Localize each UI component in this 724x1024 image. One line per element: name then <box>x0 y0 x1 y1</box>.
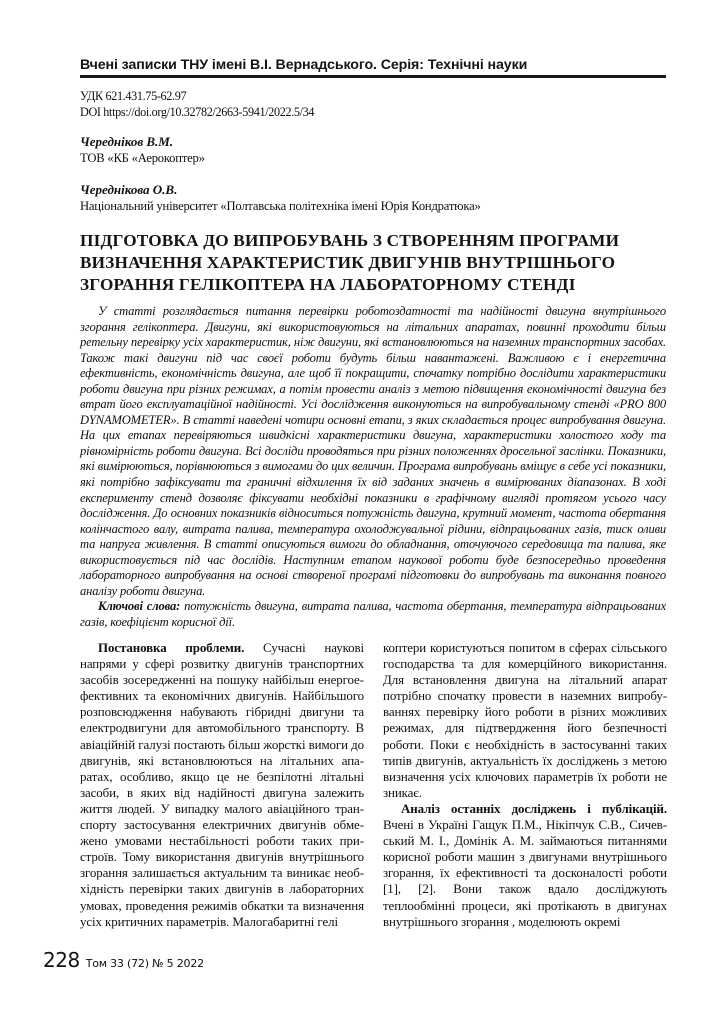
paragraph-text: Вчені в Україні Гащук П.М., Нікіпчук С.В., Сичевський М. І., Домінік А. М. займаються питаннями корисної роботи машин з двигунами внутрішнього згорання, їх ефективності та досконалості роботи [1], [2]. Вони також вдало досліджують теплообмінні процеси, які протікають в двигунах внутрішнього згорання , моделюють окремі <box>383 817 667 929</box>
doi-link[interactable]: DOI https://doi.org/10.32782/2663-5941/2022.5/34 <box>80 105 315 119</box>
journal-running-header: Вчені записки ТНУ імені В.І. Вернадського. Серія: Технічні науки <box>80 57 528 73</box>
title-line: ПІДГОТОВКА ДО ВИПРОБУВАНЬ З СТВОРЕННЯМ ПРОГРАМИ <box>80 231 620 250</box>
abstract-text: У статті розглядається питання перевірки роботоздатності та надійності двигуна внутрішнього згорання гелікоптера. Двигуни, які використовуються на літальних апаратах, повинні проходити більш ретельну перевірку усіх характеристик, ніж двигуни, які встановлюються на наземних транспортних засобах. Також такі двигуни під час своєї роботи будуть більш навантажені. Важливою є і енергетична ефективність, економічність двигуна, але щоб її покращити, спочатку потрібно дослідити характеристики роботи двигуна при різних режимах, а потім провести аналіз з метою підвищення економічності двигуна без втрат його експлуатаційної надійності. Усі дослідження виконуються на випробувальному стенді «PRO 800 DYNAMOMETER». В статті наведені чотири основні етапи, з яких складається процес випробування двигуна. На цих етапах перевіряються швидкісні характеристики двигуна, характеристики холостого ходу та рівномірність роботи двигуна. Всі досліди проводяться при різних положеннях дросельної заслінки. Показники, які вимірюються, порівнюються з вимогами до цих величин. Програма випробувань вміщує в себе усі показники, які потрібно зафіксувати та граничні відхилення їх від заданих значень в вимірюваних діапазонах. В ході експерименту стенд дозволяє фіксувати необхідні показники в графічному вигляді протягом усього часу дослідження. До основних показників відноситься потужність двигуна, крутний момент, частота обертання колінчастого валу, витрата палива, температура охолоджувальної рідини, відпрацьованих газів, тиск оливи та напруга живлення. В статті описуються вимоги до обладнання, оточуючого середовища та палива, яке використовується під час дослідів. Наступним етапом наукової роботи буде безпосередньо проведення лабораторного випробування на основі створеної програмі підготовки до випробувань та виконання повного аналізу роботи двигуна. <box>80 304 666 598</box>
title-line: ВИЗНАЧЕННЯ ХАРАКТЕРИСТИК ДВИГУНІВ ВНУТРІШНЬОГО <box>80 253 616 272</box>
article-title <box>80 230 670 296</box>
author-block <box>80 182 481 214</box>
keywords-text: потужність двигуна, витрата палива, частота обертання, температура відпрацьованих газів, коефіцієнт корисної дії. <box>80 599 666 629</box>
article-meta <box>80 88 314 120</box>
paragraph: коптери користуються попитом в сферах сільського господарства та для комерційного використання. Для встановлення двигуна на літальний апарат потрібно спочатку провести в наземних випробуваннях перевірку його роботи в різних можливих режимах, для підтвердження його безпечності роботи. Поки є необхідність в застосуванні таких типів двигунів, актуальність їх досліджень з метою визначення усіх ключових параметрів їх роботи не зникає. <box>383 640 667 800</box>
issue-info: Том 33 (72) № 5 2022 <box>85 957 204 970</box>
body-column-left <box>80 640 364 930</box>
section-heading-analysis: Аналіз останніх досліджень і публікацій. <box>401 800 667 816</box>
author-block <box>80 134 205 166</box>
author-name: Череднікова О.В. <box>80 182 178 197</box>
author-affiliation: ТОВ «КБ «Аерокоптер» <box>80 151 205 165</box>
udk-code: УДК 621.431.75-62.97 <box>80 89 187 103</box>
author-affiliation: Національний університет «Полтавська політехніка імені Юрія Кондратюка» <box>80 199 481 213</box>
title-line: ЗГОРАННЯ ГЕЛІКОПТЕРА НА ЛАБОРАТОРНОМУ СТЕНДІ <box>80 275 576 294</box>
page-number: 228 <box>43 948 80 972</box>
page-footer <box>43 948 204 972</box>
section-heading-problem: Постановка проблеми. <box>98 640 245 655</box>
body-column-right <box>383 640 667 930</box>
header-rule <box>80 75 666 78</box>
paragraph <box>80 640 364 930</box>
keywords-label: Ключові слова: <box>98 599 181 614</box>
keywords <box>80 599 666 630</box>
abstract <box>80 304 666 630</box>
paragraph <box>383 801 667 930</box>
author-name: Чередніков В.М. <box>80 134 174 149</box>
paragraph-text: Сучасні наукові напрями у сфері розвитку двигунів транспортних засобів зосередженні на пошуку найбільш енергоефективних та економічних двигунів. Найбільшого розповсюдження набувають гібридні двигуни та електродвигуни для автомобільного транспорту. В авіаційній галузі постають більш жорсткі вимоги до двигунів, які встановлюються на літальних апаратах, особливо, якщо це не безпілотні літальні засоби, в яких від надійності двигуна залежить життя людей. У випадку малого авіаційного транспорту застосування електричних двигунів обмежено умовами нестабільності роботи таких пристроїв. Тому використання двигунів внутрішнього згорання залишається актуальним та виникає необхідність перевірки таких двигунів в лабораторних умовах, проведення режимів обкатки та визначення усіх критичних параметрів. Малогабаритні гелі <box>80 640 364 929</box>
